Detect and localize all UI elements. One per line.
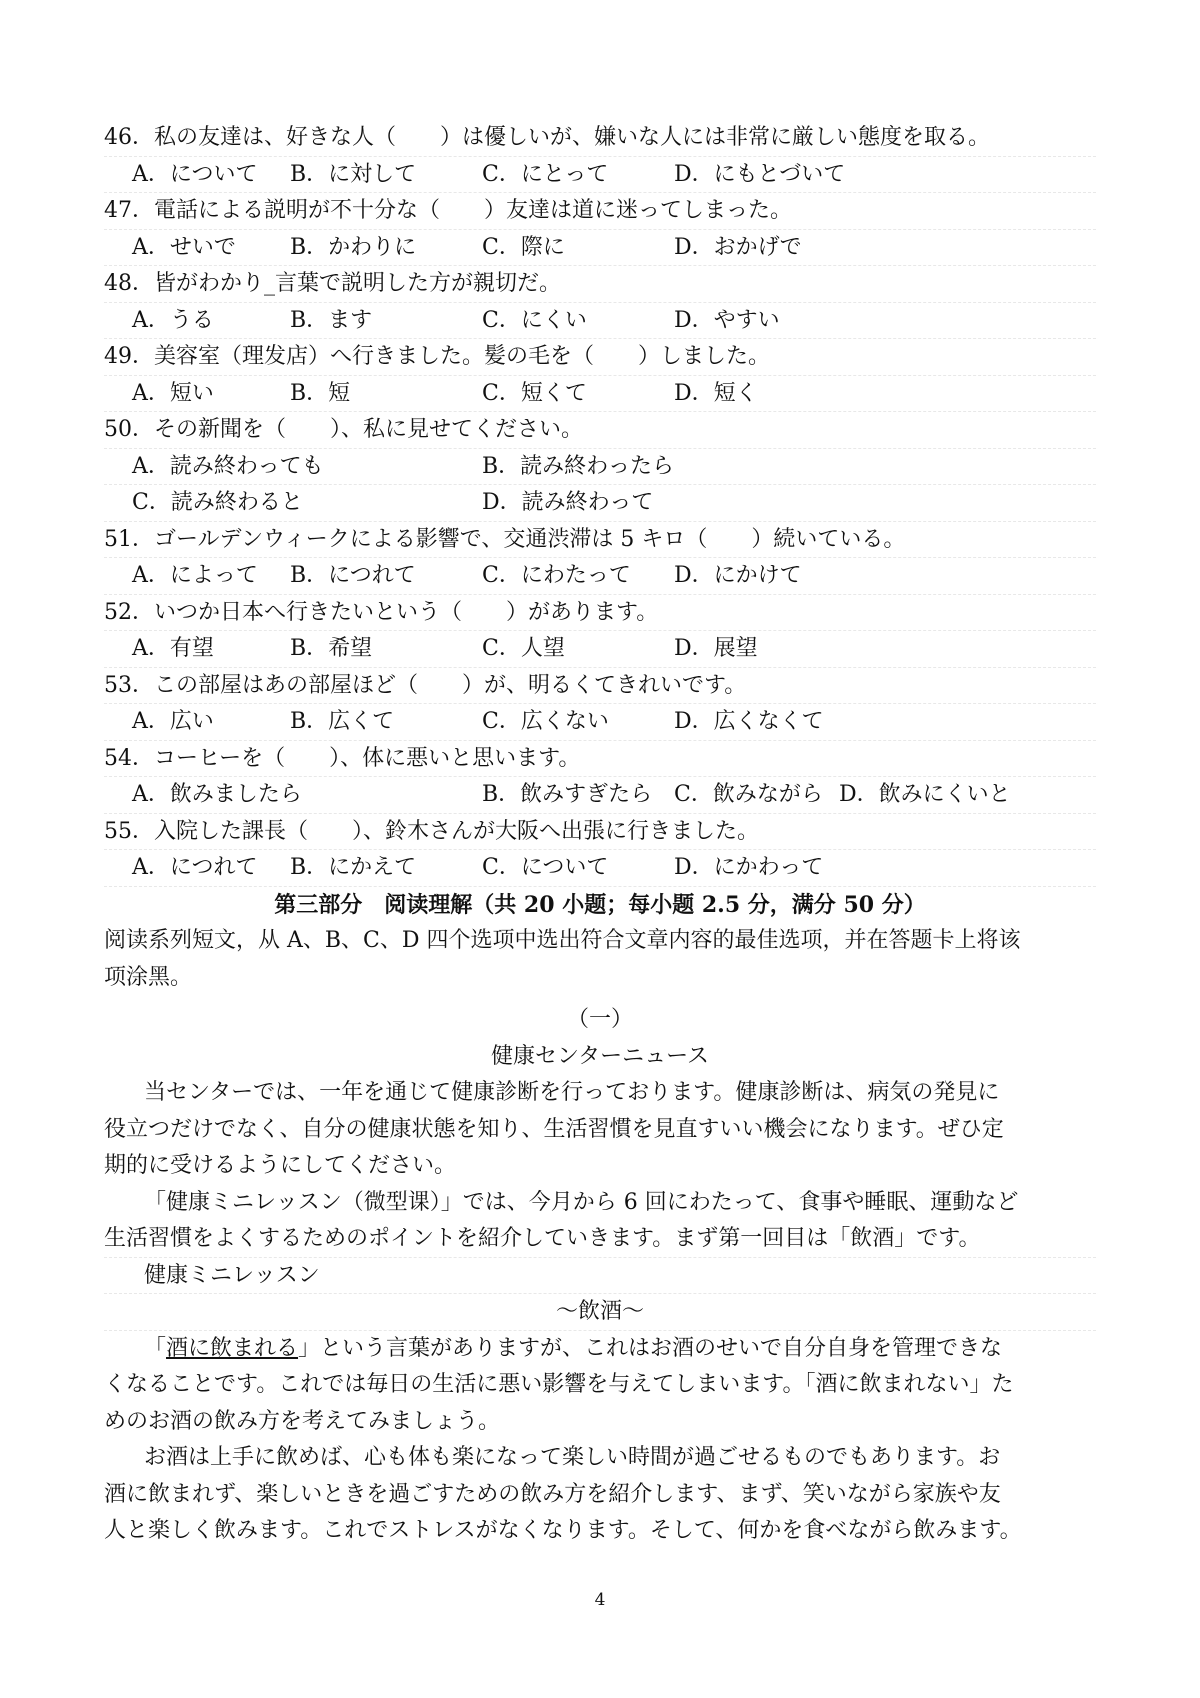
question-options-50-row2 [104, 485, 1096, 522]
passage-paragraph-3-line2: くなることです。これでは毎日の生活に悪い影響を与えてしまいます。「酒に飲まれない」た [104, 1372, 1014, 1397]
passage-paragraph-4-line1: お酒は上手に飲めば、心も体も楽になって楽しい時間が過ごせるものでもあります。お [144, 1445, 1001, 1470]
question-stem-52: 52．いつか日本へ行きたいという（ ）があります。 [104, 595, 1096, 632]
page-content [104, 120, 1096, 1550]
section-title: 第三部分 阅读理解（共 20 小题；每小题 2.5 分，满分 50 分） [274, 891, 926, 918]
option-d: D．おかげで [674, 234, 802, 260]
option-d: D．読み終わって [482, 490, 654, 515]
option-b: B．ます [290, 307, 373, 333]
passage-paragraph-1-line2: 役立つだけでなく、自分の健康状態を知り、生活習慣を見直すいい機会になります。ぜひ定 [104, 1116, 1004, 1142]
option-c: C．について [482, 855, 609, 880]
question-options-53 [104, 704, 1096, 741]
question-stem-54: 54．コーヒーを（ ）、体に悪いと思います。 [104, 741, 1096, 778]
option-b: B．につれて [290, 563, 416, 588]
passage-paragraph-3-line1 [104, 1331, 1096, 1368]
option-d: D．飲みにくいと [839, 782, 1011, 807]
option-a: A．短い [132, 380, 214, 406]
question-options-49 [104, 376, 1096, 413]
option-d: D．にもとづいて [674, 161, 846, 187]
lesson-label: 健康ミニレッスン [104, 1258, 1096, 1295]
option-a: A．読み終わっても [132, 453, 324, 479]
question-options-51 [104, 558, 1096, 595]
option-a: A．飲みましたら [132, 782, 302, 807]
option-c: C．にくい [482, 307, 587, 333]
quote-open: 「 [144, 1335, 167, 1361]
option-b: B．にかえて [290, 855, 417, 880]
option-c: C．短くて [482, 380, 587, 406]
option-c: C．にわたって [482, 563, 631, 588]
underlined-phrase: 酒に飲まれる [166, 1335, 299, 1361]
option-c: C．際に [482, 234, 565, 260]
question-options-50-row1 [104, 449, 1096, 486]
question-stem-48: 48．皆がわかり_言葉で説明した方が親切だ。 [104, 266, 1096, 303]
option-b: B．かわりに [290, 234, 417, 260]
question-options-47 [104, 230, 1096, 267]
lesson-topic: ～飲酒～ [104, 1294, 1096, 1331]
section-instructions-line2: 项涂黑。 [104, 964, 193, 990]
passage-paragraph-3-line3: めのお酒の飲み方を考えてみましょう。 [104, 1408, 501, 1434]
question-stem-47: 47．電話による説明が不十分な（ ）友達は道に迷ってしまった。 [104, 193, 1096, 230]
passage-title: 健康センターニュース [490, 1043, 710, 1069]
option-d: D．やすい [674, 307, 780, 333]
passage-paragraph-2-line1: 「健康ミニレッスン（微型课）」では、今月から 6 回にわたって、食事や睡眠、運動など [144, 1189, 1019, 1215]
page-number: 4 [594, 1590, 606, 1610]
question-stem-46: 46．私の友達は、好きな人（ ）は優しいが、嫌いな人には非常に厳しい態度を取る。 [104, 120, 1096, 157]
option-a: A．うる [132, 307, 214, 333]
question-options-52 [104, 631, 1096, 668]
option-c: C．広くない [482, 709, 609, 734]
option-d: D．展望 [674, 636, 758, 661]
option-a: A．によって [132, 563, 258, 588]
option-a: A．について [132, 161, 258, 187]
option-a: A．せいで [132, 234, 236, 260]
question-options-54 [104, 777, 1096, 814]
option-d: D．にかけて [674, 563, 802, 588]
option-c: C．人望 [482, 636, 565, 661]
option-b: B．希望 [290, 636, 373, 661]
passage-number: （一） [566, 1007, 633, 1032]
paragraph-3-text: 」という言葉がありますが、これはお酒のせいで自分自身を管理できな [298, 1335, 1003, 1361]
passage-paragraph-1-line1: 当センターでは、一年を通じて健康診断を行っております。健康診断は、病気の発見に [144, 1080, 1000, 1105]
passage-paragraph-1-line3: 期的に受けるようにしてください。 [104, 1153, 457, 1178]
option-b: B．に対して [290, 161, 417, 187]
question-stem-50: 50．その新聞を（ ）、私に見せてください。 [104, 412, 1096, 449]
option-a: A．有望 [132, 636, 214, 661]
option-b: B．広くて [290, 709, 395, 734]
section-instructions-line1: 阅读系列短文，从 A、B、C、D 四个选项中选出符合文章内容的最佳选项，并在答题卡上将该 [104, 928, 1021, 953]
option-c: C．にとって [482, 161, 609, 187]
question-options-55 [104, 850, 1096, 887]
option-a: A．広い [132, 709, 214, 734]
question-options-46 [104, 157, 1096, 194]
option-b: B．読み終わったら [482, 453, 674, 479]
question-stem-51: 51．ゴールデンウィークによる影響で、交通渋滞は 5 キロ（ ）続いている。 [104, 522, 1096, 559]
option-a: A．につれて [132, 855, 258, 880]
question-stem-49: 49．美容室（理发店）へ行きました。髪の毛を（ ）しました。 [104, 339, 1096, 376]
option-c: C．飲みながら [674, 782, 823, 807]
passage-paragraph-4-line3: 人と楽しく飲みます。これでストレスがなくなります。そして、何かを食べながら飲みます。 [104, 1518, 1022, 1543]
option-b: B．飲みすぎたら [482, 782, 653, 807]
option-d: D．広くなくて [674, 709, 824, 734]
option-c: C．読み終わると [132, 490, 303, 515]
question-stem-53: 53．この部屋はあの部屋ほど（ ）が、明るくてきれいです。 [104, 668, 1096, 705]
option-d: D．にかわって [674, 855, 824, 880]
question-options-48 [104, 303, 1096, 340]
passage-paragraph-2-line2: 生活習慣をよくするためのポイントを紹介していきます。まず第一回目は「飲酒」です。 [104, 1221, 1096, 1258]
question-stem-55: 55．入院した課長（ ）、鈴木さんが大阪へ出張に行きました。 [104, 814, 1096, 851]
option-b: B．短 [290, 380, 351, 406]
option-d: D．短く [674, 380, 758, 406]
passage-paragraph-4-line2: 酒に飲まれず、楽しいときを過ごすための飲み方を紹介します、まず、笑いながら家族や友 [104, 1481, 1001, 1507]
